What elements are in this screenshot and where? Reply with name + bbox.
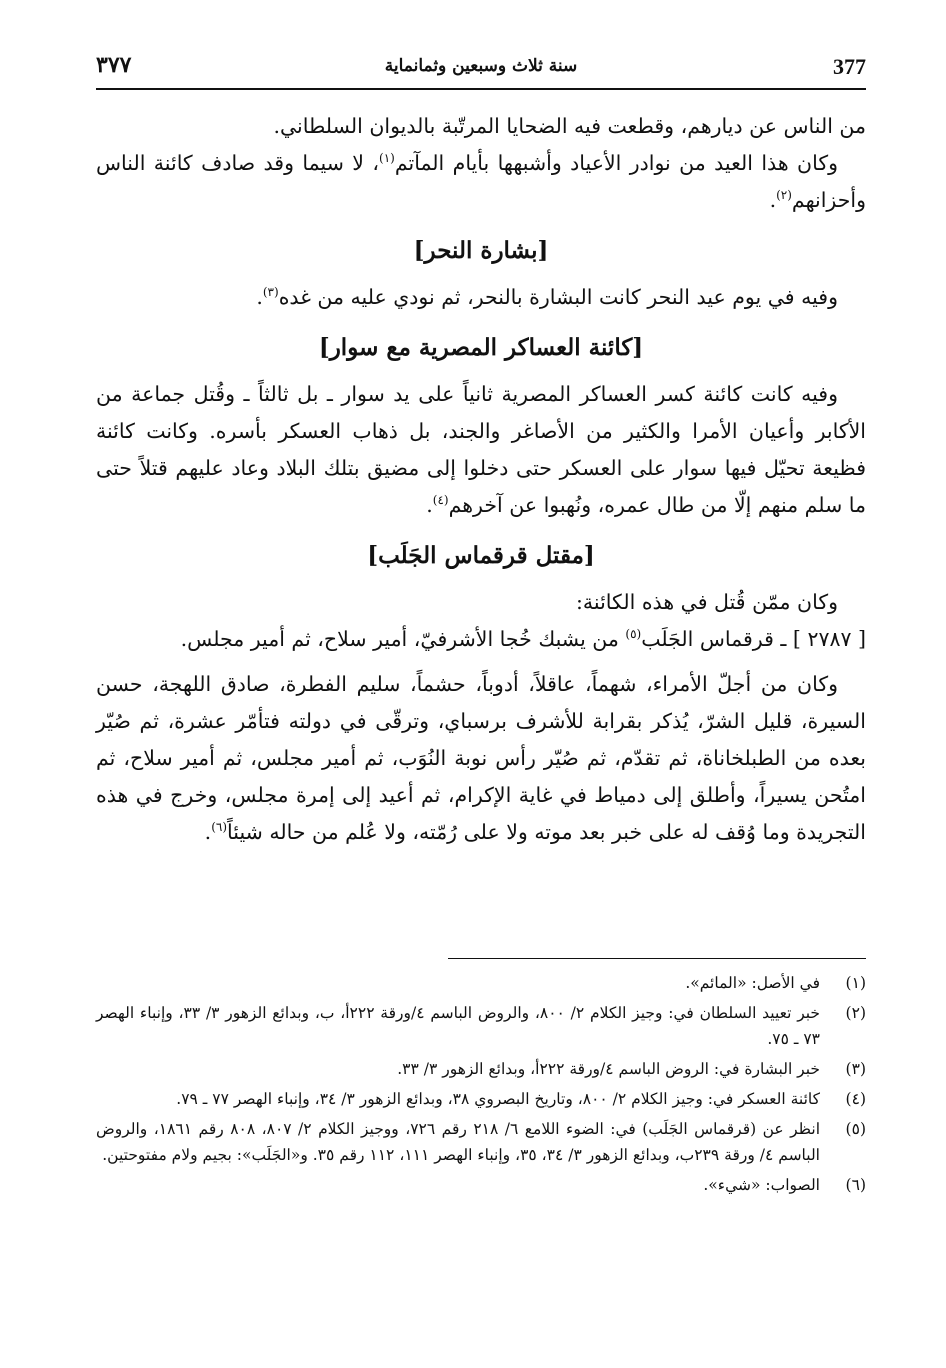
- footnote-ref-2: (٢): [776, 188, 792, 203]
- footnote-1: [96, 970, 866, 996]
- footnote-number: (٢): [845, 1004, 866, 1022]
- footnote-ref-5: (٥): [625, 627, 642, 642]
- footnote-6: [96, 1172, 866, 1198]
- footnotes: [96, 970, 866, 1202]
- paragraph-3: وفيه في يوم عيد النحر كانت البشارة بالنحر، ثم نودي عليه من غده$^{(٣)}$.: [256, 285, 838, 309]
- footnote-text: خبر تعييد السلطان في: وجيز الكلام ٢/ ٨٠٠، والروض الباسم ٤/ورقة ٢٢٢أ، ب، وبدائع الزهور ٣/ ٣٣، وإنباء الهصر ٧٣ ـ ٧٥.: [96, 1004, 821, 1048]
- footnote-number: (٦): [845, 1176, 866, 1194]
- page-number-arabic: ٣٧٧: [96, 52, 132, 78]
- footnote-number: (١): [845, 974, 866, 992]
- paragraph-1: من الناس عن ديارهم، وقطعت فيه الضحايا المرتّبة بالديوان السلطاني.: [273, 114, 866, 138]
- footnote-number: (٣): [845, 1060, 866, 1078]
- page-number-latin: 377: [833, 54, 866, 79]
- footnote-text: خبر البشارة في: الروض الباسم ٤/ورقة ٢٢٢أ، وبدائع الزهور ٣/ ٣٣.: [397, 1060, 820, 1078]
- footnote-ref-6: (٦): [211, 820, 228, 835]
- footnote-separator: [448, 958, 866, 959]
- page-header: [96, 44, 866, 90]
- footnote-ref-3: (٣): [262, 285, 279, 300]
- section-heading-bishara: [بشارة النحر]: [413, 237, 549, 264]
- footnote-number: (٤): [845, 1090, 866, 1108]
- paragraph-2: وكان هذا العيد من نوادر الأعياد وأشبهها بأيام المآتم$^{(١)}$، لا سيما وقد صادف كائنة الناس وأحزانهم$^{(٢)}$.: [96, 151, 866, 212]
- footnote-text: في الأصل: «المائم».: [685, 974, 820, 992]
- footnote-text: الصواب: «شيء».: [703, 1176, 820, 1194]
- running-title: سنة ثلاث وسبعين وثمانماية: [384, 56, 578, 76]
- footnote-text: كائنة العسكر في: وجيز الكلام ٢/ ٨٠٠، وتاريخ البصروي ٣٨، وبدائع الزهور ٣/ ٣٤، وإنباء الهصر ٧٧ ـ ٧٩.: [176, 1090, 820, 1108]
- footnote-5: [96, 1116, 866, 1168]
- paragraph-4: وفيه كانت كائنة كسر العساكر المصرية ثانياً على يد سوار ـ بل ثالثاً ـ وقُتل جماعة من الأكابر وأعيان الأمرا والكثير من الأصاغر والجند، بل ذهاب العسكر بأسره. وكانت كائنة فظيعة تحيّل فيها سوار على العسكر حتى دخلوا إلى مضيق بتلك البلاد وعاد عليهم قتلاً حتى ما سلم منهم إلّا من طال عمره، ونُهبوا عن آخرهم$^{(٤)}$.: [96, 382, 866, 517]
- paragraph-6-biography-entry: [ ٢٧٨٧ ] ـ قرقماس الجَلَب$^{(٥)}$ من يشبك خُجا الأشرفيّ، أمير سلاح، ثم أمير مجلس.: [180, 627, 866, 651]
- footnote-ref-4: (٤): [432, 493, 449, 508]
- footnote-number: (٥): [845, 1120, 866, 1138]
- footnote-4: [96, 1086, 866, 1112]
- footnote-2: [96, 1000, 866, 1052]
- paragraph-7: وكان من أجلّ الأمراء، شهماً، عاقلاً، أدوباً، حشماً، سليم الفطرة، صادق اللهجة، حسن السيرة، قليل الشرّ، يُذكر بقرابة للأشرف برسباي، وترقّى في دولته فتأمّر عشرة، ثم صُيّر بعده من الطبلخاناة، ثم تقدّم، ثم صُيّر رأس نوبة النُوَب، ثم أمير مجلس، ثم أمير سلاح، ثم امتُحن يسيراً، وأطلق إلى دمياط في غاية الإكرام، ثم أعيد إلى إمرة مجلس، وخرج في هذه التجريدة وما وُقف له على خبر بعد موته ولا على رُمّته، ولا عُلم من حاله شيئاً$^{(٦)}$.: [96, 672, 866, 844]
- paragraph-5: وكان ممّن قُتل في هذه الكائنة:: [576, 590, 838, 614]
- header-rule: [96, 88, 866, 90]
- main-text: [96, 108, 866, 851]
- footnote-3: [96, 1056, 866, 1082]
- section-heading-maqtal: [مقتل قرقماس الجَلَب]: [367, 542, 595, 569]
- footnote-text: انظر عن (قرقماس الجَلَب) في: الضوء اللامع ٦/ ٢١٨ رقم ٧٢٦، ووجيز الكلام ٢/ ٨٠٧، ٨٠٨ رقم ١٨٦١، والروض الباسم ٤/ ورقة ٢٣٩ب، وبدائع الزهور ٣/ ٣٤، ٣٥، وإنباء الهصر ١١١، ١١٢ رقم ٣٥. و«الجَلَب»: بجيم ولام مفتوحتين.: [96, 1120, 821, 1164]
- section-heading-kaina: [كائنة العساكر المصرية مع سوار]: [318, 334, 644, 361]
- footnote-ref-1: (١): [379, 151, 395, 166]
